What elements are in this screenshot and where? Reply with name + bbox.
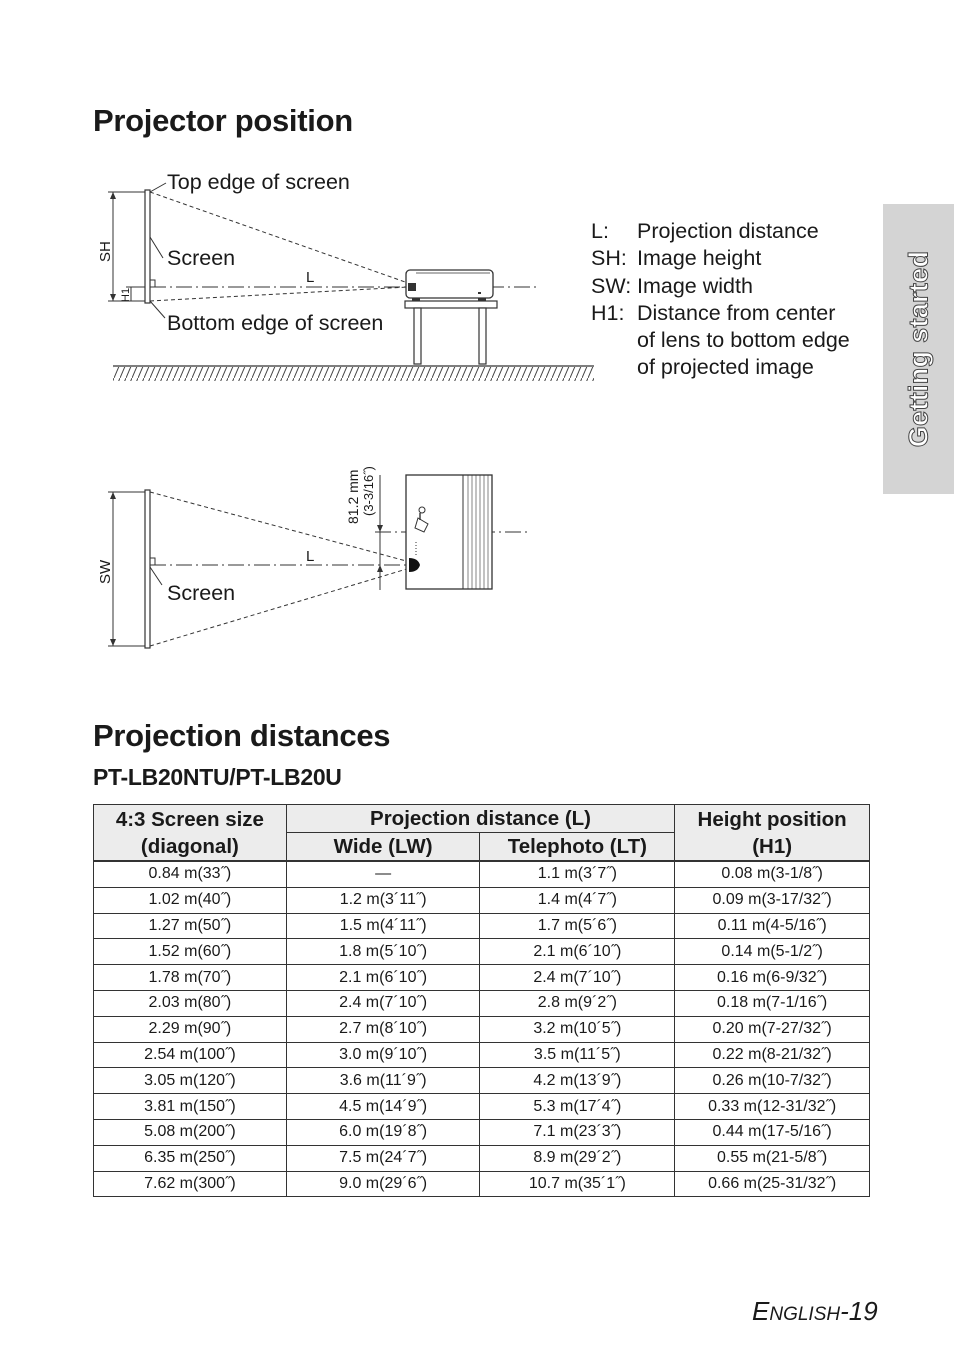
diagram-legend: L: Projection distance SH: Image height SW: Image width H1: Distance from center of lens to bottom edge of projected image (591, 219, 850, 380)
h1-label: H1 (120, 287, 132, 302)
projector-side-shape (406, 270, 493, 301)
top-view-diagram (97, 466, 528, 648)
table-row (94, 1094, 870, 1120)
table-cell: 3.6 m(11´9˝) (286, 1068, 480, 1094)
projector-stand-shape (405, 301, 497, 364)
table-cell: 3.81 m(150˝) (94, 1094, 287, 1120)
table-row (94, 861, 870, 887)
page-footer: ENGLISH-19 (752, 1296, 878, 1326)
side-tab-label: Getting started (903, 250, 933, 448)
header-wide: Wide (LW) (286, 833, 480, 862)
table-cell: 0.11 m(4-5/16˝) (675, 913, 870, 939)
table-cell: 3.0 m(9´10˝) (286, 1042, 480, 1068)
l-label-side: L (306, 269, 315, 286)
table-cell: 0.22 m(8-21/32˝) (675, 1042, 870, 1068)
table-body (94, 861, 870, 1197)
table-cell: 4.5 m(14´9˝) (286, 1094, 480, 1120)
table-cell: 8.9 m(29´2˝) (480, 1145, 675, 1171)
legend-item-h1: H1: Distance from center (591, 300, 836, 325)
header-projection-distance: Projection distance (L) (286, 805, 674, 833)
table-row (94, 913, 870, 939)
table-cell: 0.16 m(6-9/32˝) (675, 965, 870, 991)
l-label-top: L (306, 548, 315, 565)
table-cell: 10.7 m(35´1˝) (480, 1171, 675, 1197)
legend-item-l: L: Projection distance (591, 219, 819, 243)
sh-label: SH (97, 241, 114, 262)
section-title-projection-distances: Projection distances (93, 718, 391, 753)
table-cell: 1.5 m(4´11˝) (286, 913, 480, 939)
legend-item-sh: SH: Image height (591, 246, 762, 271)
table-cell: 2.03 m(80˝) (94, 990, 287, 1016)
table-cell: 0.14 m(5-1/2˝) (675, 939, 870, 965)
table-cell: 7.62 m(300˝) (94, 1171, 287, 1197)
table-cell: 5.3 m(17´4˝) (480, 1094, 675, 1120)
floor-hatching (113, 367, 594, 381)
table-cell: 0.09 m(3-17/32˝) (675, 887, 870, 913)
header-telephoto: Telephoto (LT) (480, 833, 675, 862)
table-cell: 0.84 m(33˝) (94, 861, 287, 887)
table-cell: 6.35 m(250˝) (94, 1145, 287, 1171)
table-cell: 1.7 m(5´6˝) (480, 913, 675, 939)
table-cell: 2.29 m(90˝) (94, 1016, 287, 1042)
table-cell: 1.2 m(3´11˝) (286, 887, 480, 913)
table-cell: 2.1 m(6´10˝) (286, 965, 480, 991)
table-cell: 0.55 m(21-5/8˝) (675, 1145, 870, 1171)
screen-shape-top (145, 490, 150, 648)
header-screen-size: 4:3 Screen size (diagonal) (94, 805, 287, 862)
section-side-tab (883, 204, 954, 494)
table-cell: 3.5 m(11´5˝) (480, 1042, 675, 1068)
table-cell: 1.8 m(5´10˝) (286, 939, 480, 965)
table-row (94, 939, 870, 965)
table-cell: 2.4 m(7´10˝) (286, 990, 480, 1016)
table-cell: — (286, 861, 480, 887)
table-cell: 0.33 m(12-31/32˝) (675, 1094, 870, 1120)
screen-shape (145, 190, 150, 303)
table-cell: 5.08 m(200˝) (94, 1119, 287, 1145)
model-subtitle: PT-LB20NTU/PT-LB20U (93, 764, 342, 790)
offset-mm-label: 81.2 mm (345, 469, 361, 524)
table-cell: 7.5 m(24´7˝) (286, 1145, 480, 1171)
offset-inch-label: (3-3/16˝) (361, 466, 376, 516)
table-cell: 7.1 m(23´3˝) (480, 1119, 675, 1145)
table-cell: 1.27 m(50˝) (94, 913, 287, 939)
table-cell: 0.66 m(25-31/32˝) (675, 1171, 870, 1197)
table-cell: 1.02 m(40˝) (94, 887, 287, 913)
table-row (94, 1145, 870, 1171)
table-cell: 6.0 m(19´8˝) (286, 1119, 480, 1145)
sw-label: SW (97, 559, 114, 584)
table-cell: 4.2 m(13´9˝) (480, 1068, 675, 1094)
table-cell: 2.1 m(6´10˝) (480, 939, 675, 965)
table-cell: 2.54 m(100˝) (94, 1042, 287, 1068)
screen-label-top: Screen (167, 581, 236, 605)
projector-top-shape (406, 475, 492, 589)
table-row (94, 1119, 870, 1145)
section-title-projector-position: Projector position (93, 103, 353, 138)
table-row (94, 1042, 870, 1068)
table-cell: 9.0 m(29´6˝) (286, 1171, 480, 1197)
table-cell: 2.7 m(8´10˝) (286, 1016, 480, 1042)
table-cell: 0.26 m(10-7/32˝) (675, 1068, 870, 1094)
table-cell: 2.4 m(7´10˝) (480, 965, 675, 991)
table-row (94, 887, 870, 913)
table-row (94, 990, 870, 1016)
table-cell: 1.52 m(60˝) (94, 939, 287, 965)
screen-label-side: Screen (167, 246, 236, 270)
projection-distance-table (93, 804, 870, 1197)
table-row (94, 1068, 870, 1094)
table-cell: 1.78 m(70˝) (94, 965, 287, 991)
top-edge-label: Top edge of screen (167, 170, 350, 194)
table-cell: 0.44 m(17-5/16˝) (675, 1119, 870, 1145)
table-row (94, 1016, 870, 1042)
header-height-position: Height position (H1) (675, 805, 870, 862)
side-view-diagram (97, 170, 594, 381)
table-cell: 0.18 m(7-1/16˝) (675, 990, 870, 1016)
table-cell: 0.08 m(3-1/8˝) (675, 861, 870, 887)
table-cell: 3.05 m(120˝) (94, 1068, 287, 1094)
table-row (94, 1171, 870, 1197)
legend-item-sw: SW: Image width (591, 273, 753, 298)
table-cell: 1.1 m(3´7˝) (480, 861, 675, 887)
table-cell: 0.20 m(7-27/32˝) (675, 1016, 870, 1042)
table-cell: 3.2 m(10´5˝) (480, 1016, 675, 1042)
table-cell: 2.8 m(9´2˝) (480, 990, 675, 1016)
table-cell: 1.4 m(4´7˝) (480, 887, 675, 913)
bottom-edge-label: Bottom edge of screen (167, 311, 384, 335)
table-row (94, 965, 870, 991)
page-number: -19 (840, 1296, 878, 1326)
